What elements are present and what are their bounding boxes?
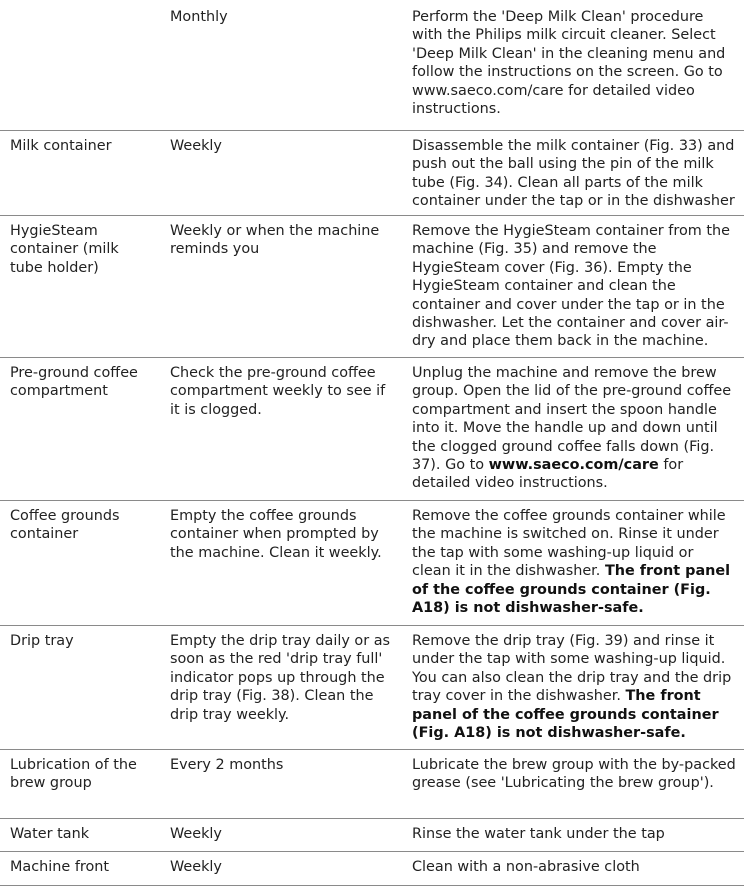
part-cell: Water tank [10,826,90,842]
how-text: Remove the coffee grounds container while the machine is switched on. Rinse it under the tap with some washing-up liquid or clean it in the dishwasher. [412,508,726,580]
part-cell: Milk container [10,138,112,154]
table-row [0,216,744,358]
how-text: Unplug the machine and remove the brew group. Open the lid of the pre-ground coffee compartment and insert the spoon handle into it. Move the handle up and down until the clogged ground coffee falls down (Fig. 37). Go to [412,365,732,474]
part-cell: Coffee grounds container [10,508,120,543]
when-cell: Weekly [170,826,222,842]
how-cell: Rinse the water tank under the tap [412,826,665,842]
part-cell: Lubrication of the brew group [10,757,137,792]
part-cell: Pre-ground coffee compartment [10,365,138,400]
part-cell: Machine front [10,859,110,875]
when-cell: Monthly [170,9,228,25]
table-row [0,501,744,626]
table-row [0,0,744,131]
how-cell [402,358,744,500]
how-text: Remove the drip tray (Fig. 39) and rinse it under the tap with some washing-up liquid. You can also clean the drip tray and the drip tray cover in the dishwasher. [412,633,732,705]
table-row [0,626,744,750]
how-cell: Remove the HygieSteam container from the machine (Fig. 35) and remove the HygieSteam cover (Fig. 36). Empty the HygieSteam container and clean the container and cover under the tap or in the dishwasher. Let the container and cover air-dry and place them back in the machine. [412,223,730,350]
how-cell [402,501,744,625]
when-cell: Check the pre-ground coffee compartment weekly to see if it is clogged. [170,365,386,418]
care-link-text: www.saeco.com/care [488,457,659,474]
table-row [0,852,744,886]
how-cell: Clean with a non-abrasive cloth [412,859,640,875]
how-cell: Lubricate the brew group with the by-packed grease (see 'Lubricating the brew group'). [412,757,736,792]
how-text: for detailed video instructions. [412,457,684,492]
table-row [0,131,744,216]
how-cell [402,626,744,749]
when-cell: Weekly [170,138,222,154]
warning-text: The front panel of the coffee grounds container (Fig. A18) is not dishwasher-safe. [412,563,731,617]
part-cell: Drip tray [10,633,74,649]
when-cell: Weekly [170,859,222,875]
when-cell: Empty the coffee grounds container when prompted by the machine. Clean it weekly. [170,508,382,561]
when-cell: Every 2 months [170,757,284,773]
how-cell: Perform the 'Deep Milk Clean' procedure with the Philips milk circuit cleaner. Select 'Deep Milk Clean' in the cleaning menu and follow the instructions on the screen. Go to www.saeco.com/care for detailed video instructions. [412,9,726,118]
when-cell: Weekly or when the machine reminds you [170,223,380,258]
table-row [0,750,744,819]
table-row [0,358,744,501]
part-cell [0,0,160,130]
warning-text: The front panel of the coffee grounds container (Fig. A18) is not dishwasher-safe. [412,688,719,742]
part-cell: HygieSteam container (milk tube holder) [10,223,119,276]
table-row [0,819,744,852]
when-cell: Empty the drip tray daily or as soon as the red 'drip tray full' indicator pops up through the drip tray (Fig. 38). Clean the drip tray weekly. [170,633,391,723]
how-cell: Disassemble the milk container (Fig. 33) and push out the ball using the pin of the milk tube (Fig. 34). Clean all parts of the milk container under the tap or in the dishwasher [412,138,735,210]
